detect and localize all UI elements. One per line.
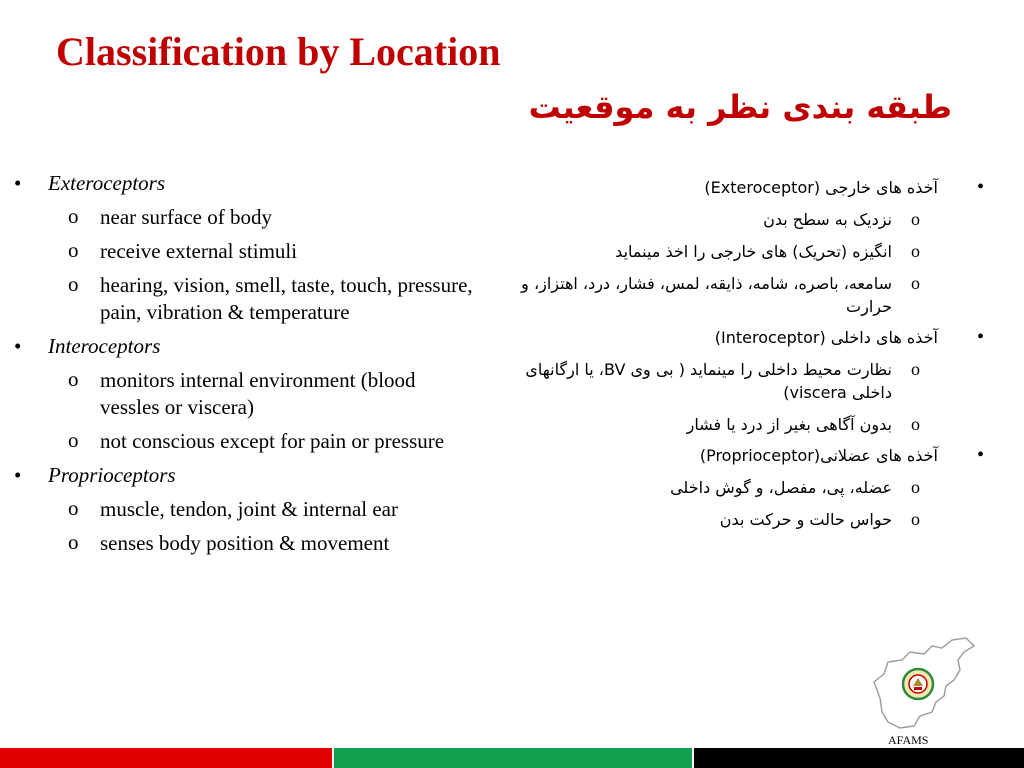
- heading-proprioceptors: Proprioceptors: [48, 463, 176, 487]
- list-item: عضله، پی، مفصل، و گوش داخلی: [670, 478, 892, 497]
- bullet-circle: o: [911, 477, 920, 497]
- list-item: hearing, vision, smell, taste, touch, pressure, pain, vibration & temperature: [100, 273, 473, 324]
- list-item: نظارت محیط داخلی را مینماید ( بی وی BV، یا ارگانهای داخلی viscera): [525, 360, 892, 402]
- bullet-circle: o: [911, 241, 920, 261]
- group-proprioceptors-fa: [518, 444, 988, 531]
- bullet-dot: •: [976, 326, 984, 348]
- list-item: near surface of body: [100, 205, 272, 229]
- list-item: not conscious except for pain or pressure: [100, 429, 445, 453]
- bullet-circle: o: [68, 238, 79, 262]
- bullet-circle: o: [911, 414, 920, 434]
- group-interoceptors-fa: [518, 326, 988, 436]
- bullet-dot: •: [14, 171, 22, 195]
- list-item: نزدیک به سطح بدن: [763, 210, 892, 229]
- group-exteroceptors-fa: [518, 176, 988, 318]
- list-item: حواس حالت و حرکت بدن: [719, 510, 892, 529]
- english-content: [10, 170, 480, 564]
- group-interoceptors-en: [10, 333, 480, 455]
- heading-exteroceptors-fa: آخذه های خارجی (Exteroceptor): [704, 178, 938, 197]
- persian-content: [518, 176, 988, 539]
- bullet-circle: o: [911, 359, 920, 379]
- group-exteroceptors-en: [10, 170, 480, 326]
- footer-stripe: [0, 748, 1024, 768]
- heading-interoceptors: Interoceptors: [48, 334, 161, 358]
- bullet-dot: •: [14, 463, 22, 487]
- bullet-circle: o: [68, 272, 79, 296]
- group-proprioceptors-en: [10, 462, 480, 557]
- bullet-circle: o: [911, 209, 920, 229]
- heading-interoceptors-fa: آخذه های داخلی (Interoceptor): [714, 328, 938, 347]
- list-item: monitors internal environment (blood vessles or viscera): [100, 368, 416, 419]
- bullet-dot: •: [976, 444, 984, 466]
- emblem-base: [914, 687, 922, 690]
- list-item: receive external stimuli: [100, 239, 298, 263]
- list-item: بدون آگاهی بغیر از درد یا فشار: [686, 415, 892, 434]
- list-item: سامعه، باصره، شامه، ذایقه، لمس، فشار، درد، اهتزاز، و حرارت: [521, 274, 892, 316]
- stripe-black: [692, 748, 1024, 768]
- list-item: senses body position & movement: [100, 531, 390, 555]
- slide-title-persian: طبقه بندی نظر به موقعیت: [528, 88, 952, 126]
- slide-title-english: Classification by Location: [56, 29, 501, 74]
- bullet-circle: o: [68, 428, 79, 452]
- bullet-circle: o: [911, 509, 920, 529]
- bullet-circle: o: [911, 273, 920, 293]
- list-item: انگیزه (تحریک) های خارجی را اخذ مینماید: [615, 242, 892, 261]
- bullet-circle: o: [68, 367, 79, 391]
- bullet-circle: o: [68, 496, 79, 520]
- stripe-red: [0, 748, 332, 768]
- bullet-circle: o: [68, 530, 79, 554]
- bullet-dot: •: [976, 176, 984, 198]
- bullet-circle: o: [68, 204, 79, 228]
- list-item: muscle, tendon, joint & internal ear: [100, 497, 398, 521]
- logo-label: AFAMS: [888, 733, 929, 747]
- heading-exteroceptors: Exteroceptors: [48, 171, 166, 195]
- stripe-green: [332, 748, 692, 768]
- afams-logo-map-icon: [866, 636, 978, 736]
- bullet-dot: •: [14, 334, 22, 358]
- heading-proprioceptors-fa: آخذه های عضلانی(Proprioceptor): [699, 446, 938, 465]
